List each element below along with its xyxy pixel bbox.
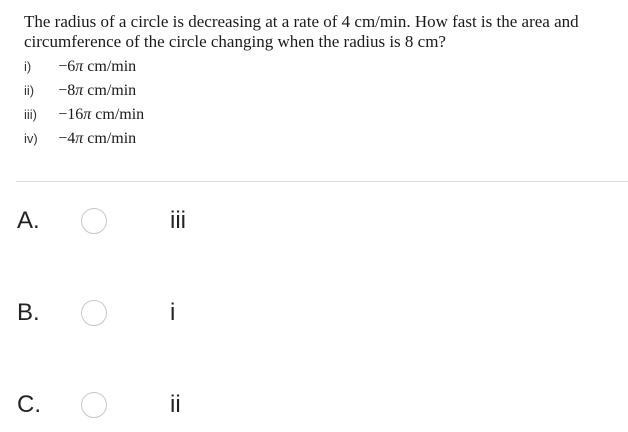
radio-button[interactable]: [81, 208, 107, 234]
choice-item-i: [24, 54, 622, 78]
radio-button[interactable]: [81, 392, 107, 418]
option-letter: C.: [17, 391, 41, 418]
choice-numeral: i): [24, 59, 32, 74]
choice-coefficient: −6: [58, 58, 76, 75]
choice-unit: cm/min: [95, 106, 145, 123]
choice-unit: cm/min: [87, 58, 137, 75]
choice-expression: [58, 130, 136, 147]
choice-item-ii: [24, 78, 622, 102]
question-text: The radius of a circle is decreasing at a rate of 4 cm/min. How fast is the area and circumference of the circle changing when the radius is 8 cm?: [24, 12, 579, 51]
choice-item-iii: [24, 102, 622, 126]
choice-coefficient: −16: [58, 106, 84, 123]
choice-expression: [58, 106, 144, 123]
pi-symbol: π: [75, 58, 84, 75]
pi-symbol: π: [75, 82, 84, 99]
choice-list: [24, 54, 622, 150]
radio-button[interactable]: [81, 300, 107, 326]
option-letter: B.: [17, 299, 40, 326]
choice-expression: [58, 82, 136, 99]
divider: [16, 181, 628, 182]
option-value: ii: [170, 391, 181, 418]
choice-unit: cm/min: [87, 82, 137, 99]
answer-option-b[interactable]: [0, 293, 628, 333]
pi-symbol: π: [75, 130, 84, 147]
choice-expression: [58, 58, 136, 75]
option-value: iii: [170, 207, 186, 234]
choice-numeral: ii): [24, 83, 35, 98]
choice-numeral: iv): [24, 131, 38, 146]
choice-unit: cm/min: [87, 130, 137, 147]
choice-numeral: iii): [24, 107, 37, 122]
option-letter: A.: [17, 207, 40, 234]
choice-coefficient: −8: [58, 82, 76, 99]
question-block: [24, 12, 622, 150]
answer-option-a[interactable]: [0, 201, 628, 241]
choice-coefficient: −4: [58, 130, 76, 147]
option-value: i: [170, 299, 176, 326]
choice-item-iv: [24, 126, 622, 150]
pi-symbol: π: [83, 106, 92, 123]
answer-option-c[interactable]: [0, 385, 628, 425]
